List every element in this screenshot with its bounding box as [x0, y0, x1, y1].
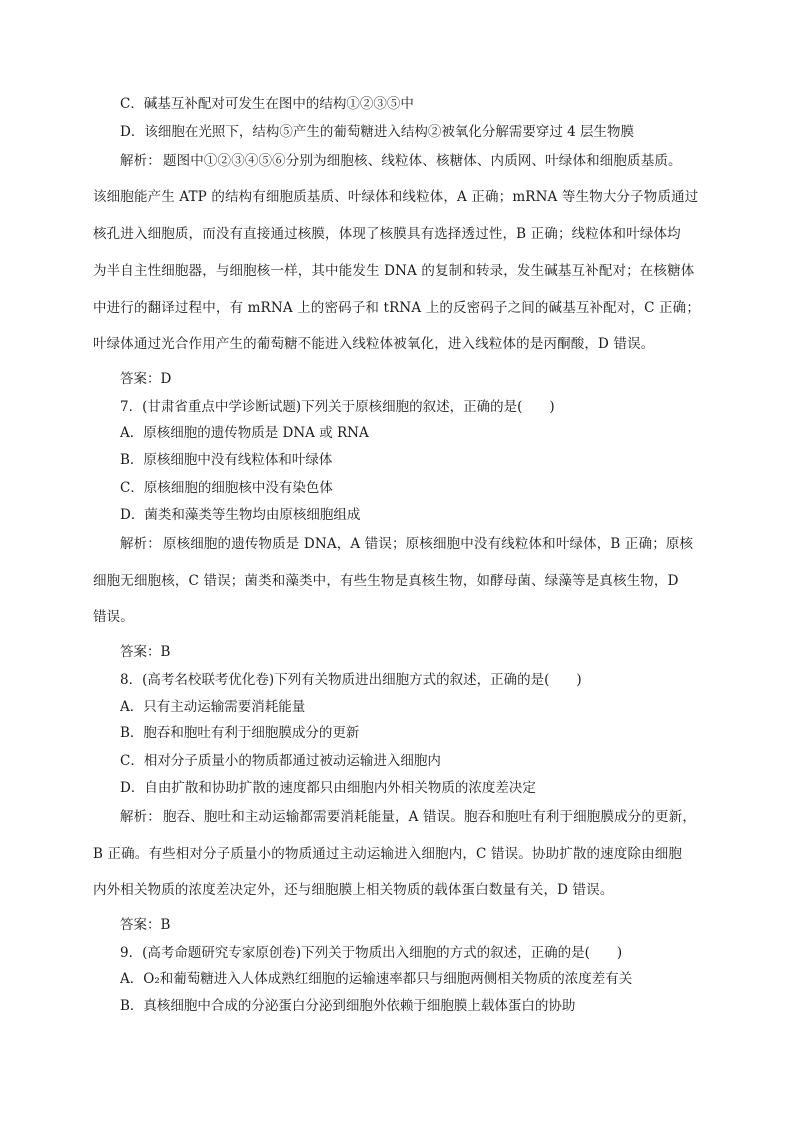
- q7-analysis-line-1: 解析： 原核细胞的遗传物质是 DNA，A 错误；原核细胞中没有线粒体和叶绿体，B 正确；原核: [120, 536, 694, 552]
- answer-value: B: [160, 644, 171, 660]
- q7-analysis-line-2: 细胞无细胞核，C 错误；菌类和藻类中，有些生物是真核生物，如酵母菌、绿藻等是真核生物，D: [93, 573, 679, 589]
- q8-answer: [120, 915, 170, 935]
- q9-option-b: B．真核细胞中合成的分泌蛋白分泌到细胞外依赖于细胞膜上载体蛋白的协助: [120, 998, 576, 1014]
- q8-option-d: D．自由扩散和协助扩散的速度都只由细胞内外相关物质的浓度差决定: [120, 780, 536, 796]
- q6-option-d: D．该细胞在光照下，结构⑤产生的葡萄糖进入结构②被氧化分解需要穿过 4 层生物膜: [120, 124, 634, 140]
- analysis-label: 解析：: [120, 153, 161, 169]
- answer-label: 答案：: [120, 917, 161, 933]
- q8-option-b: B．胞吞和胞吐有利于细胞膜成分的更新: [120, 725, 360, 741]
- answer-value: D: [160, 371, 172, 387]
- q6-analysis-line-5: 中进行的翻译过程中，有 mRNA 上的密码子和 tRNA 上的反密码子之间的碱基互补配对，C 正确；: [93, 300, 700, 316]
- q8-analysis-line-3: 内外相关物质的浓度差决定外，还与细胞膜上相关物质的载体蛋白数量有关，D 错误。: [93, 882, 614, 898]
- q8-option-c: C．相对分子质量小的物质都通过被动运输进入细胞内: [120, 753, 441, 769]
- q8-analysis-line-2: B 正确。有些相对分子质量小的物质通过主动运输进入细胞内，C 错误。协助扩散的速度除由细胞: [93, 846, 683, 862]
- q9-option-a: A．O₂和葡萄糖进入人体成熟红细胞的运输速率都只与细胞两侧相关物质的浓度差有关: [120, 971, 633, 987]
- q6-option-c: C．碱基互补配对可发生在图中的结构①②③⑤中: [120, 96, 414, 112]
- answer-value: B: [160, 917, 171, 933]
- analysis-label: 解析：: [120, 536, 161, 552]
- q6-analysis-line-6: 叶绿体通过光合作用产生的葡萄糖不能进入线粒体被氧化，进入线粒体的是丙酮酸，D 错误。: [93, 336, 655, 352]
- q7-option-d: D．菌类和藻类等生物均由原核细胞组成: [120, 507, 361, 523]
- q6-analysis-line-1: 解析： 题图中①②③④⑤⑥分别为细胞核、线粒体、核糖体、内质网、叶绿体和细胞质基质。: [120, 153, 682, 169]
- q7-option-b: B．原核细胞中没有线粒体和叶绿体: [120, 452, 333, 468]
- q6-analysis-line-3: 核孔进入细胞质，而没有直接通过核膜，体现了核膜具有选择透过性，B 正确；线粒体和叶绿体均: [93, 226, 681, 242]
- q6-analysis-line-2: 该细胞能产生 ATP 的结构有细胞质基质、叶绿体和线粒体，A 正确；mRNA 等生物大分子物质通过: [93, 189, 699, 205]
- answer-label: 答案：: [120, 371, 161, 387]
- q6-analysis-line-4: 为半自主性细胞器，与细胞核一样，其中能发生 DNA 的复制和转录，发生碱基互补配对；在核糖体: [93, 263, 695, 279]
- q8-stem: 8．(高考名校联考优化卷)下列有关物质进出细胞方式的叙述，正确的是( ): [120, 672, 582, 688]
- q7-analysis-line-3: 错误。: [93, 609, 134, 625]
- q7-stem: 7．(甘肃省重点中学诊断试题)下列关于原核细胞的叙述，正确的是( ): [120, 399, 555, 415]
- q7-answer: [120, 642, 170, 662]
- q9-stem: 9．(高考命题研究专家原创卷)下列关于物质出入细胞的方式的叙述，正确的是( ): [120, 945, 623, 961]
- q7-option-a: A．原核细胞的遗传物质是 DNA 或 RNA: [120, 425, 369, 441]
- q8-option-a: A．只有主动运输需要消耗能量: [120, 699, 306, 715]
- q6-answer: [120, 369, 171, 389]
- q7-option-c: C．原核细胞的细胞核中没有染色体: [120, 480, 333, 496]
- q8-analysis-line-1: 解析： 胞吞、胞吐和主动运输都需要消耗能量，A 错误。胞吞和胞吐有利于细胞膜成分的更新，: [120, 809, 696, 825]
- answer-label: 答案：: [120, 644, 161, 660]
- analysis-label: 解析：: [120, 809, 161, 825]
